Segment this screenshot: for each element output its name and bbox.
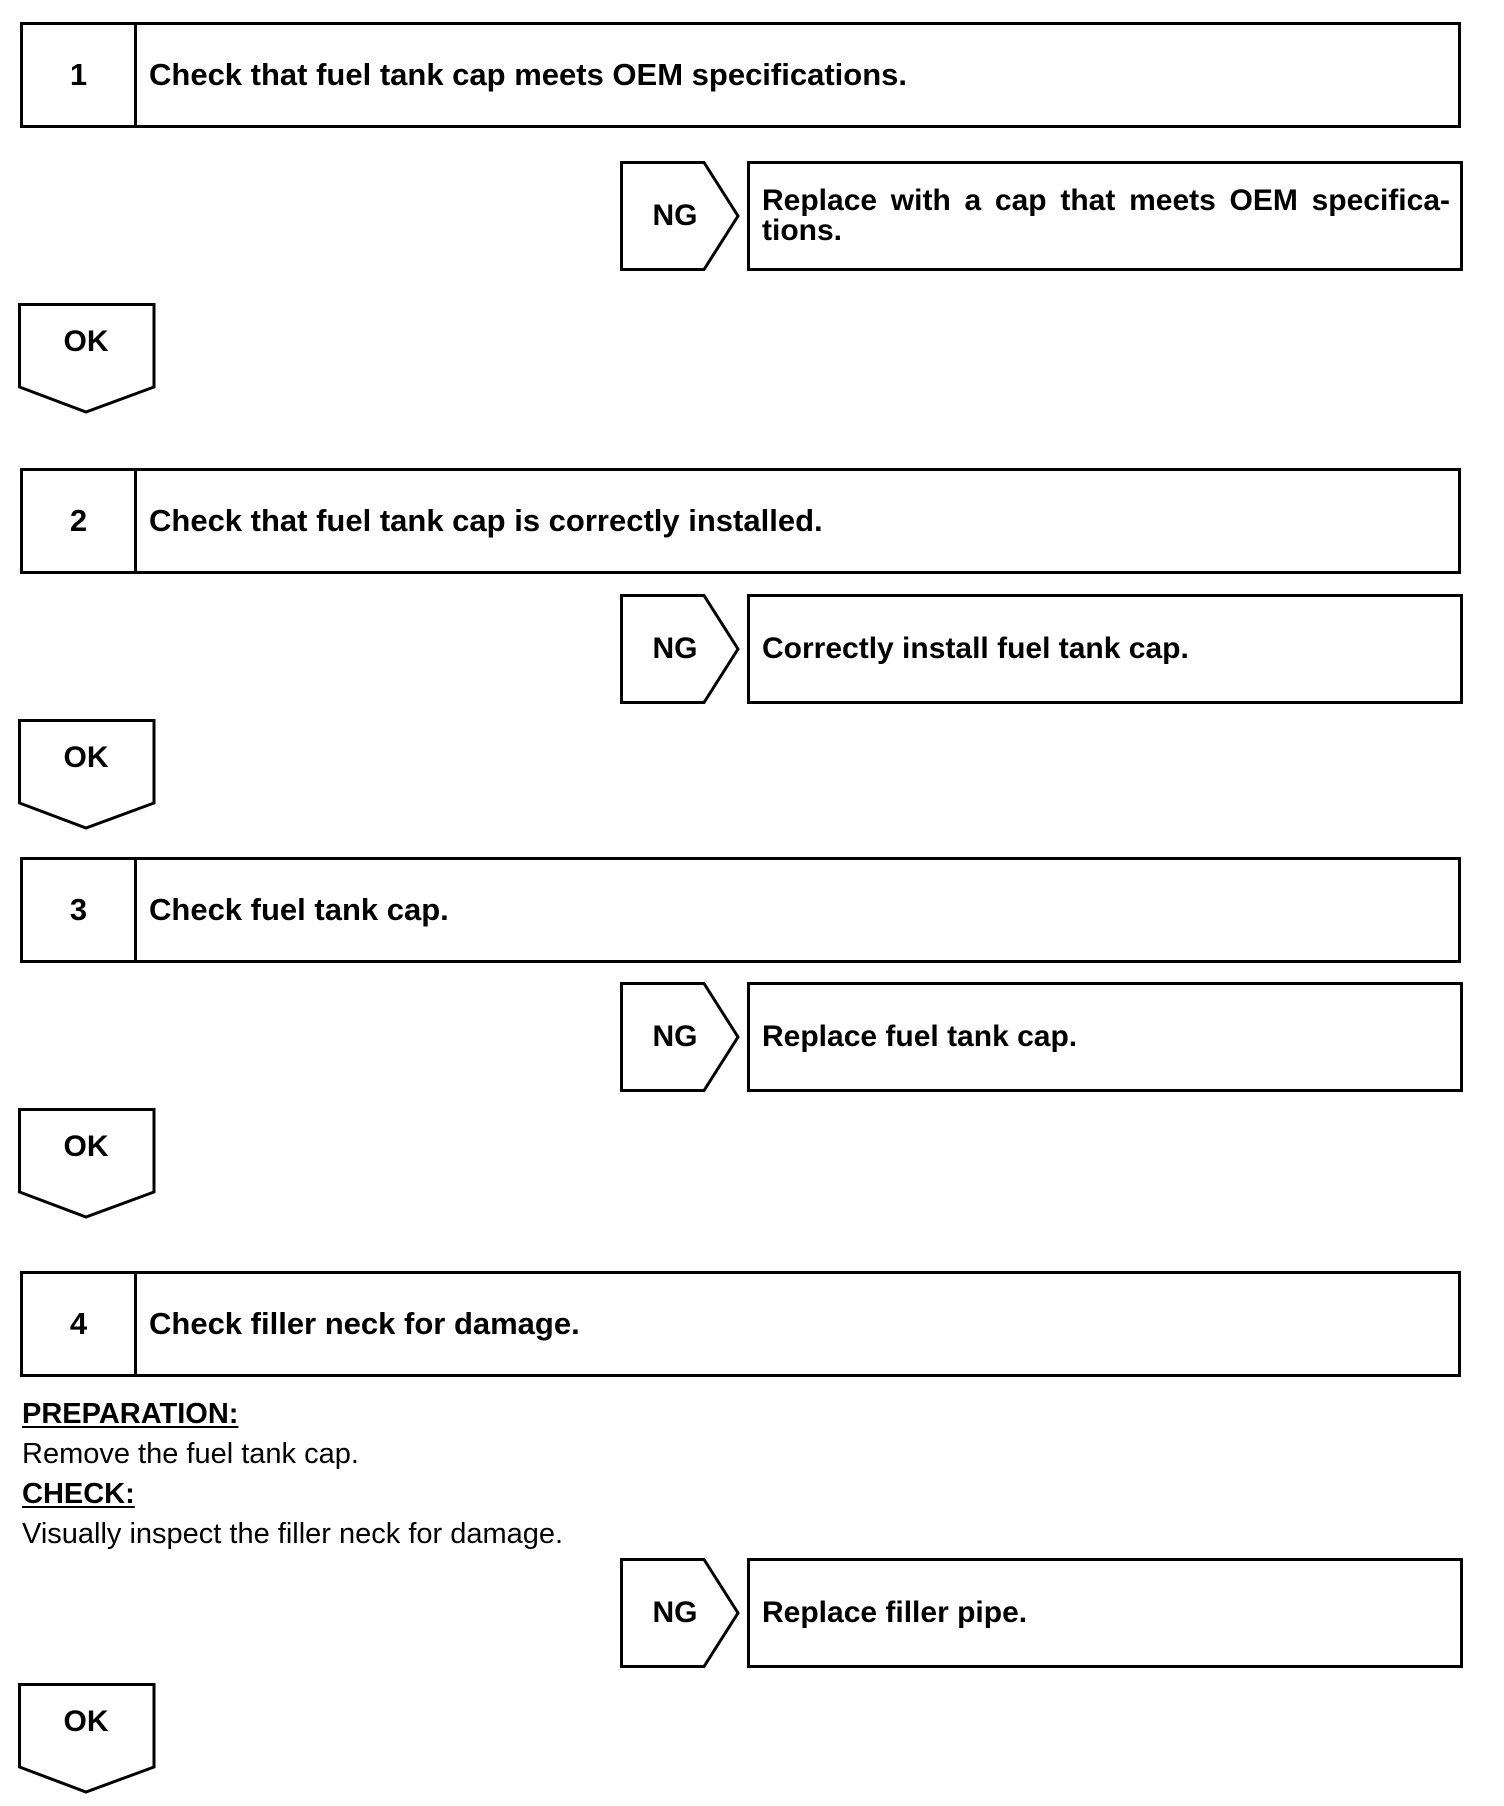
step-3-box (20, 857, 1461, 963)
step-3-ok-label: OK (63, 1130, 109, 1163)
step-2-text: Check that fuel tank cap is correctly installed. (149, 503, 823, 538)
step-2-ok-arrow (18, 719, 158, 831)
step-3-ng-branch (620, 982, 1463, 1092)
step-1-ok-tag (18, 303, 158, 415)
step-4-text: Check filler neck for damage. (149, 1306, 580, 1341)
step-4-ng-label: NG (652, 1596, 698, 1629)
step-1-ng-label: NG (652, 199, 698, 232)
step-2-ok-tag (18, 719, 158, 831)
step-1-text: Check that fuel tank cap meets OEM specifications. (149, 57, 908, 92)
step-2-ok-label: OK (63, 741, 109, 774)
preparation-text: Remove the fuel tank cap. (22, 1438, 359, 1470)
step-4-ok-tag (18, 1683, 158, 1795)
step-1-ng-branch (620, 161, 1463, 271)
step-4-ng-branch (620, 1558, 1463, 1668)
step-4-box (20, 1271, 1461, 1377)
step-4-number: 4 (23, 1274, 137, 1374)
step-1-ng-result: Replace with a cap that meets OEM specifica- tions. (747, 161, 1463, 271)
step-3-ok-tag (18, 1108, 158, 1220)
step-2-number: 2 (23, 471, 137, 571)
step-4-ng-result: Replace filler pipe. (747, 1558, 1463, 1668)
step-2-box (20, 468, 1461, 574)
check-text: Visually inspect the filler neck for damage. (22, 1518, 564, 1550)
step-3-ok-arrow (18, 1108, 158, 1220)
step-3-text: Check fuel tank cap. (149, 892, 449, 927)
step-1-number: 1 (23, 25, 137, 125)
step-1-ok-label: OK (63, 325, 109, 358)
step-3-number: 3 (23, 860, 137, 960)
step-2-ng-label: NG (652, 632, 698, 665)
step-3-ng-result: Replace fuel tank cap. (747, 982, 1463, 1092)
step-2-ng-result: Correctly install fuel tank cap. (747, 594, 1463, 704)
preparation-heading: PREPARATION: (22, 1398, 239, 1430)
step-3-ng-label: NG (652, 1020, 698, 1053)
check-heading: CHECK: (22, 1478, 135, 1510)
step-2-ng-branch (620, 594, 1463, 704)
step-4-ok-label: OK (63, 1705, 109, 1738)
step-1-ok-arrow (18, 303, 158, 415)
step-4-instructions (22, 1394, 922, 1554)
step-4-ok-arrow (18, 1683, 158, 1795)
step-1-box (20, 22, 1461, 128)
